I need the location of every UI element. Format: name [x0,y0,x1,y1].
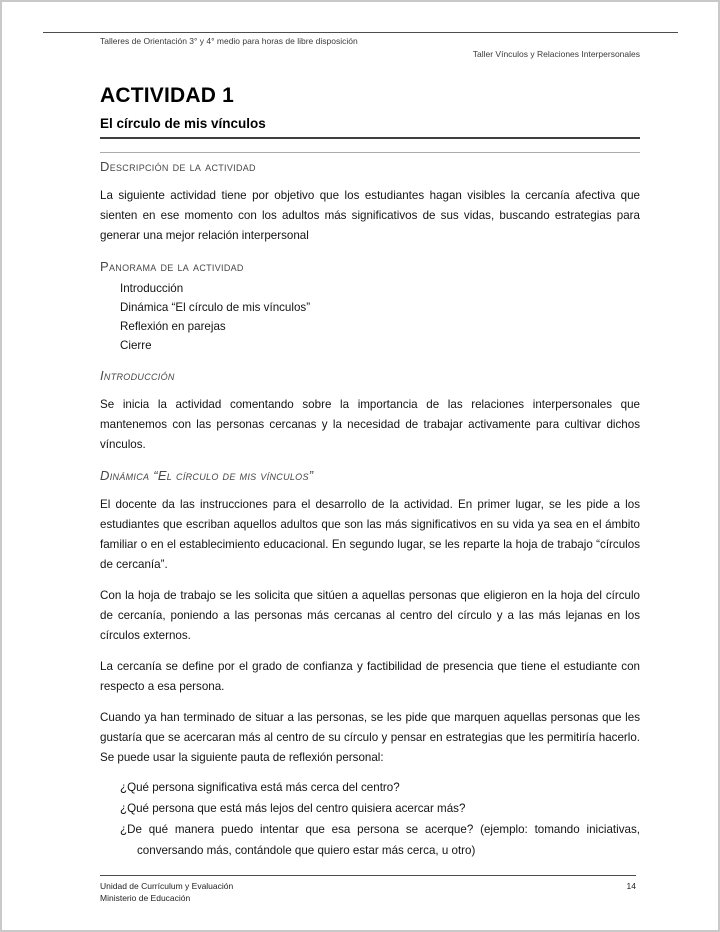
dinamica-paragraph-3: La cercanía se define por el grado de confianza y factibilidad de presencia que tiene el estudiante con respecto a esa persona. [100,660,640,693]
page-footer [100,875,636,904]
page-content [100,36,640,861]
reflection-question: ¿Qué persona significativa está más cerca del centro? [120,781,400,794]
activity-subtitle: El círculo de mis vínculos [100,115,640,139]
section-heading-introduccion: Introducción [100,368,175,383]
header-left-text: Talleres de Orientación 3° y 4° medio para horas de libre disposición [100,36,358,46]
list-item: Reflexión en parejas [120,320,226,333]
header-rule [43,32,678,33]
page-number: 14 [626,881,636,891]
footer-line-2: Ministerio de Educación [100,893,191,903]
footer-organization [100,880,233,904]
footer-line-1: Unidad de Currículum y Evaluación [100,881,234,891]
reflection-questions [100,777,640,861]
reflection-question: ¿De qué manera puedo intentar que esa persona se acerque? (ejemplo: tomando iniciativas, conversando más, contándole que quiero estar más cerca, u otro) [120,823,640,857]
reflection-question: ¿Qué persona que está más lejos del centro quisiera acercar más? [120,802,466,815]
list-item: Introducción [120,282,184,295]
descripcion-paragraph: La siguiente actividad tiene por objetivo que los estudiantes hagan visibles la cercanía afectiva que sienten en ese momento con los adultos más significativos de sus vidas, buscando estrategias para generar una mejor relación interpersonal [100,189,640,242]
dinamica-paragraph-4: Cuando ya han terminado de situar a las personas, se les pide que marquen aquellas personas que les gustaría que se acercaran más al centro de su círculo y pensar en estrategias que les permitiría hacerlo. Se puede usar la siguiente pauta de reflexión personal: [100,711,640,764]
list-item: Dinámica “El círculo de mis vínculos” [120,301,311,314]
dinamica-paragraph-1: El docente da las instrucciones para el desarrollo de la actividad. En primer lugar, se les pide a los estudiantes que escriban aquellos adultos que son las más significativos en su vida ya sea en el ámbito familiar o en el establecimiento educacional. En segundo lugar, se les reparte la hoja de trabajo “círculos de cercanía”. [100,498,640,571]
section-heading-panorama: Panorama de la actividad [100,259,244,274]
section-heading-descripcion: Descripción de la actividad [100,152,640,175]
section-heading-dinamica: Dinámica “El círculo de mis vínculos” [100,468,314,483]
activity-title: ACTIVIDAD 1 [100,84,235,107]
panorama-list [100,279,640,355]
introduccion-paragraph: Se inicia la actividad comentando sobre la importancia de las relaciones interpersonales que mantenemos con las personas cercanas y la necesidad de trabajar activamente para cultivar dichos vínculos. [100,398,640,451]
header-right-text: Taller Vínculos y Relaciones Interpersonales [472,49,640,59]
dinamica-paragraph-2: Con la hoja de trabajo se les solicita que sitúen a aquellas personas que eligieron en la hoja del círculo de cercanía, poniendo a las personas más cercanas al centro del círculo y a las más lejanas en los círculos externos. [100,589,640,642]
list-item: Cierre [120,339,152,352]
